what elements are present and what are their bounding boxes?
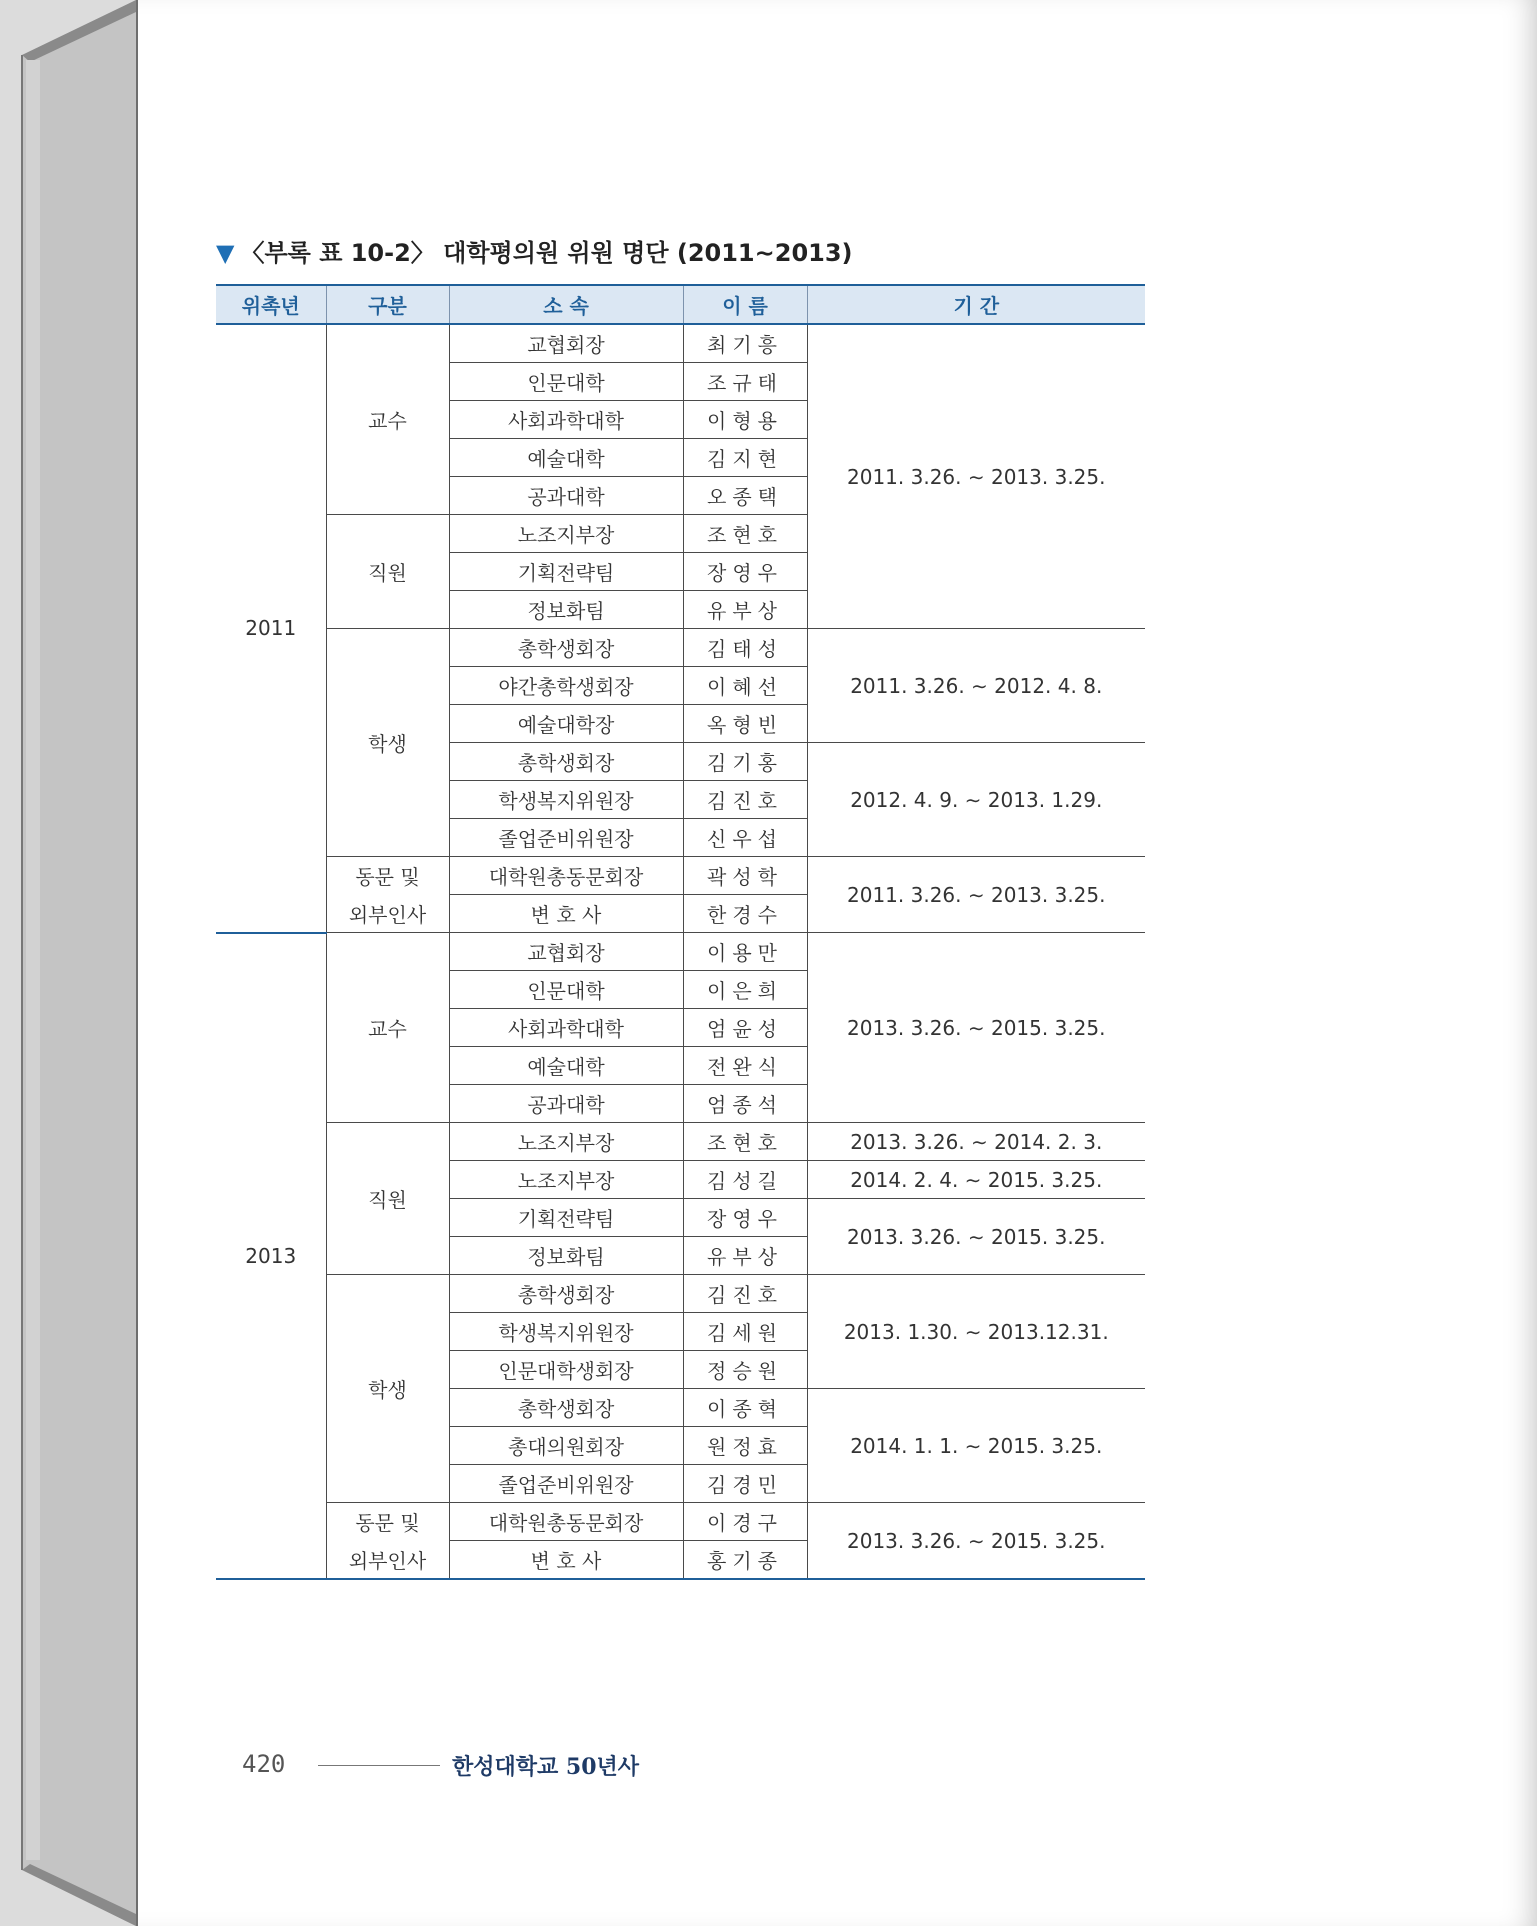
member-name-cell: 한경수 <box>683 895 807 933</box>
member-name-cell: 엄종석 <box>683 1085 807 1123</box>
table-row <box>216 1503 1145 1541</box>
period-cell: 2013. 3.26. ∼ 2014. 2. 3. <box>807 1123 1145 1161</box>
member-name-cell: 신우섭 <box>683 819 807 857</box>
table-row <box>216 324 1145 363</box>
member-name-cell: 이종혁 <box>683 1389 807 1427</box>
affiliation-cell: 노조지부장 <box>449 515 683 553</box>
table-row <box>216 1123 1145 1161</box>
member-name-cell: 전완식 <box>683 1047 807 1085</box>
affiliation-cell: 기획전략팀 <box>449 1199 683 1237</box>
member-name-cell: 이혜선 <box>683 667 807 705</box>
header-name: 이 름 <box>683 285 807 324</box>
affiliation-cell: 대학원총동문회장 <box>449 857 683 895</box>
year-cell: 2011 <box>216 324 326 933</box>
affiliation-cell: 교협회장 <box>449 324 683 363</box>
category-cell: 외부인사 <box>326 1541 449 1580</box>
category-cell: 직원 <box>326 1123 449 1275</box>
affiliation-cell: 학생복지위원장 <box>449 1313 683 1351</box>
period-cell: 2014. 2. 4. ∼ 2015. 3.25. <box>807 1161 1145 1199</box>
year-cell: 2013 <box>216 933 326 1580</box>
period-cell: 2013. 3.26. ∼ 2015. 3.25. <box>807 933 1145 1123</box>
header-affiliation: 소 속 <box>449 285 683 324</box>
member-name-cell: 조현호 <box>683 1123 807 1161</box>
affiliation-cell: 공과대학 <box>449 477 683 515</box>
period-cell: 2013. 3.26. ∼ 2015. 3.25. <box>807 1503 1145 1580</box>
member-name-cell: 조규태 <box>683 363 807 401</box>
period-cell: 2011. 3.26. ∼ 2013. 3.25. <box>807 857 1145 933</box>
period-cell: 2013. 3.26. ∼ 2015. 3.25. <box>807 1199 1145 1275</box>
member-name-cell: 유부상 <box>683 591 807 629</box>
member-name-cell: 김태성 <box>683 629 807 667</box>
period-cell: 2014. 1. 1. ∼ 2015. 3.25. <box>807 1389 1145 1503</box>
affiliation-cell: 총대의원회장 <box>449 1427 683 1465</box>
member-name-cell: 홍기종 <box>683 1541 807 1580</box>
member-name-cell: 장영우 <box>683 1199 807 1237</box>
affiliation-cell: 변 호 사 <box>449 1541 683 1580</box>
table-row <box>216 1275 1145 1313</box>
header-year: 위촉년 <box>216 285 326 324</box>
member-name-cell: 김진호 <box>683 1275 807 1313</box>
period-cell: 2011. 3.26. ∼ 2013. 3.25. <box>807 324 1145 629</box>
member-name-cell: 김경민 <box>683 1465 807 1503</box>
affiliation-cell: 예술대학 <box>449 1047 683 1085</box>
affiliation-cell: 총학생회장 <box>449 629 683 667</box>
header-category: 구분 <box>326 285 449 324</box>
category-cell: 학생 <box>326 1275 449 1503</box>
member-name-cell: 김성길 <box>683 1161 807 1199</box>
affiliation-cell: 총학생회장 <box>449 1389 683 1427</box>
member-name-cell: 이은희 <box>683 971 807 1009</box>
member-name-cell: 유부상 <box>683 1237 807 1275</box>
affiliation-cell: 노조지부장 <box>449 1161 683 1199</box>
member-name-cell: 김기홍 <box>683 743 807 781</box>
table-row <box>216 629 1145 667</box>
table-header-row <box>216 285 1145 324</box>
category-cell: 직원 <box>326 515 449 629</box>
member-name-cell: 엄윤성 <box>683 1009 807 1047</box>
member-name-cell: 김진호 <box>683 781 807 819</box>
affiliation-cell: 인문대학 <box>449 971 683 1009</box>
committee-roster-table <box>216 284 1145 1580</box>
affiliation-cell: 인문대학 <box>449 363 683 401</box>
member-name-cell: 김세원 <box>683 1313 807 1351</box>
affiliation-cell: 공과대학 <box>449 1085 683 1123</box>
affiliation-cell: 총학생회장 <box>449 743 683 781</box>
triangle-down-icon: ▼ <box>216 239 235 267</box>
page-number: 420 <box>242 1750 286 1778</box>
affiliation-cell: 대학원총동문회장 <box>449 1503 683 1541</box>
table-row <box>216 857 1145 895</box>
affiliation-cell: 정보화팀 <box>449 591 683 629</box>
category-cell: 학생 <box>326 629 449 857</box>
affiliation-cell: 기획전략팀 <box>449 553 683 591</box>
affiliation-cell: 예술대학 <box>449 439 683 477</box>
affiliation-cell: 사회과학대학 <box>449 401 683 439</box>
affiliation-cell: 인문대학생회장 <box>449 1351 683 1389</box>
member-name-cell: 김지현 <box>683 439 807 477</box>
category-cell: 외부인사 <box>326 895 449 933</box>
member-name-cell: 이용만 <box>683 933 807 971</box>
member-name-cell: 최기흥 <box>683 324 807 363</box>
affiliation-cell: 사회과학대학 <box>449 1009 683 1047</box>
affiliation-cell: 교협회장 <box>449 933 683 971</box>
affiliation-cell: 정보화팀 <box>449 1237 683 1275</box>
member-name-cell: 옥형빈 <box>683 705 807 743</box>
affiliation-cell: 졸업준비위원장 <box>449 819 683 857</box>
affiliation-cell: 졸업준비위원장 <box>449 1465 683 1503</box>
period-cell: 2011. 3.26. ∼ 2012. 4. 8. <box>807 629 1145 743</box>
affiliation-cell: 예술대학장 <box>449 705 683 743</box>
table-title-text: 〈부록 표 10-2〉 대학평의원 위원 명단 (2011∼2013) <box>240 239 853 267</box>
member-name-cell: 곽성학 <box>683 857 807 895</box>
affiliation-cell: 학생복지위원장 <box>449 781 683 819</box>
header-period: 기 간 <box>807 285 1145 324</box>
category-cell: 동문 및 <box>326 857 449 895</box>
category-cell: 교수 <box>326 933 449 1123</box>
affiliation-cell: 노조지부장 <box>449 1123 683 1161</box>
category-cell: 동문 및 <box>326 1503 449 1541</box>
member-name-cell: 장영우 <box>683 553 807 591</box>
member-name-cell: 이경구 <box>683 1503 807 1541</box>
member-name-cell: 오종택 <box>683 477 807 515</box>
table-row <box>216 933 1145 971</box>
book-title: 한성대학교 50년사 <box>452 1754 640 1780</box>
category-cell: 교수 <box>326 324 449 515</box>
period-cell: 2013. 1.30. ∼ 2013.12.31. <box>807 1275 1145 1389</box>
period-cell: 2012. 4. 9. ∼ 2013. 1.29. <box>807 743 1145 857</box>
table-title <box>216 233 853 268</box>
member-name-cell: 이형용 <box>683 401 807 439</box>
affiliation-cell: 총학생회장 <box>449 1275 683 1313</box>
member-name-cell: 조현호 <box>683 515 807 553</box>
member-name-cell: 정승원 <box>683 1351 807 1389</box>
affiliation-cell: 변 호 사 <box>449 895 683 933</box>
footer-divider <box>318 1765 440 1766</box>
member-name-cell: 원정효 <box>683 1427 807 1465</box>
affiliation-cell: 야간총학생회장 <box>449 667 683 705</box>
